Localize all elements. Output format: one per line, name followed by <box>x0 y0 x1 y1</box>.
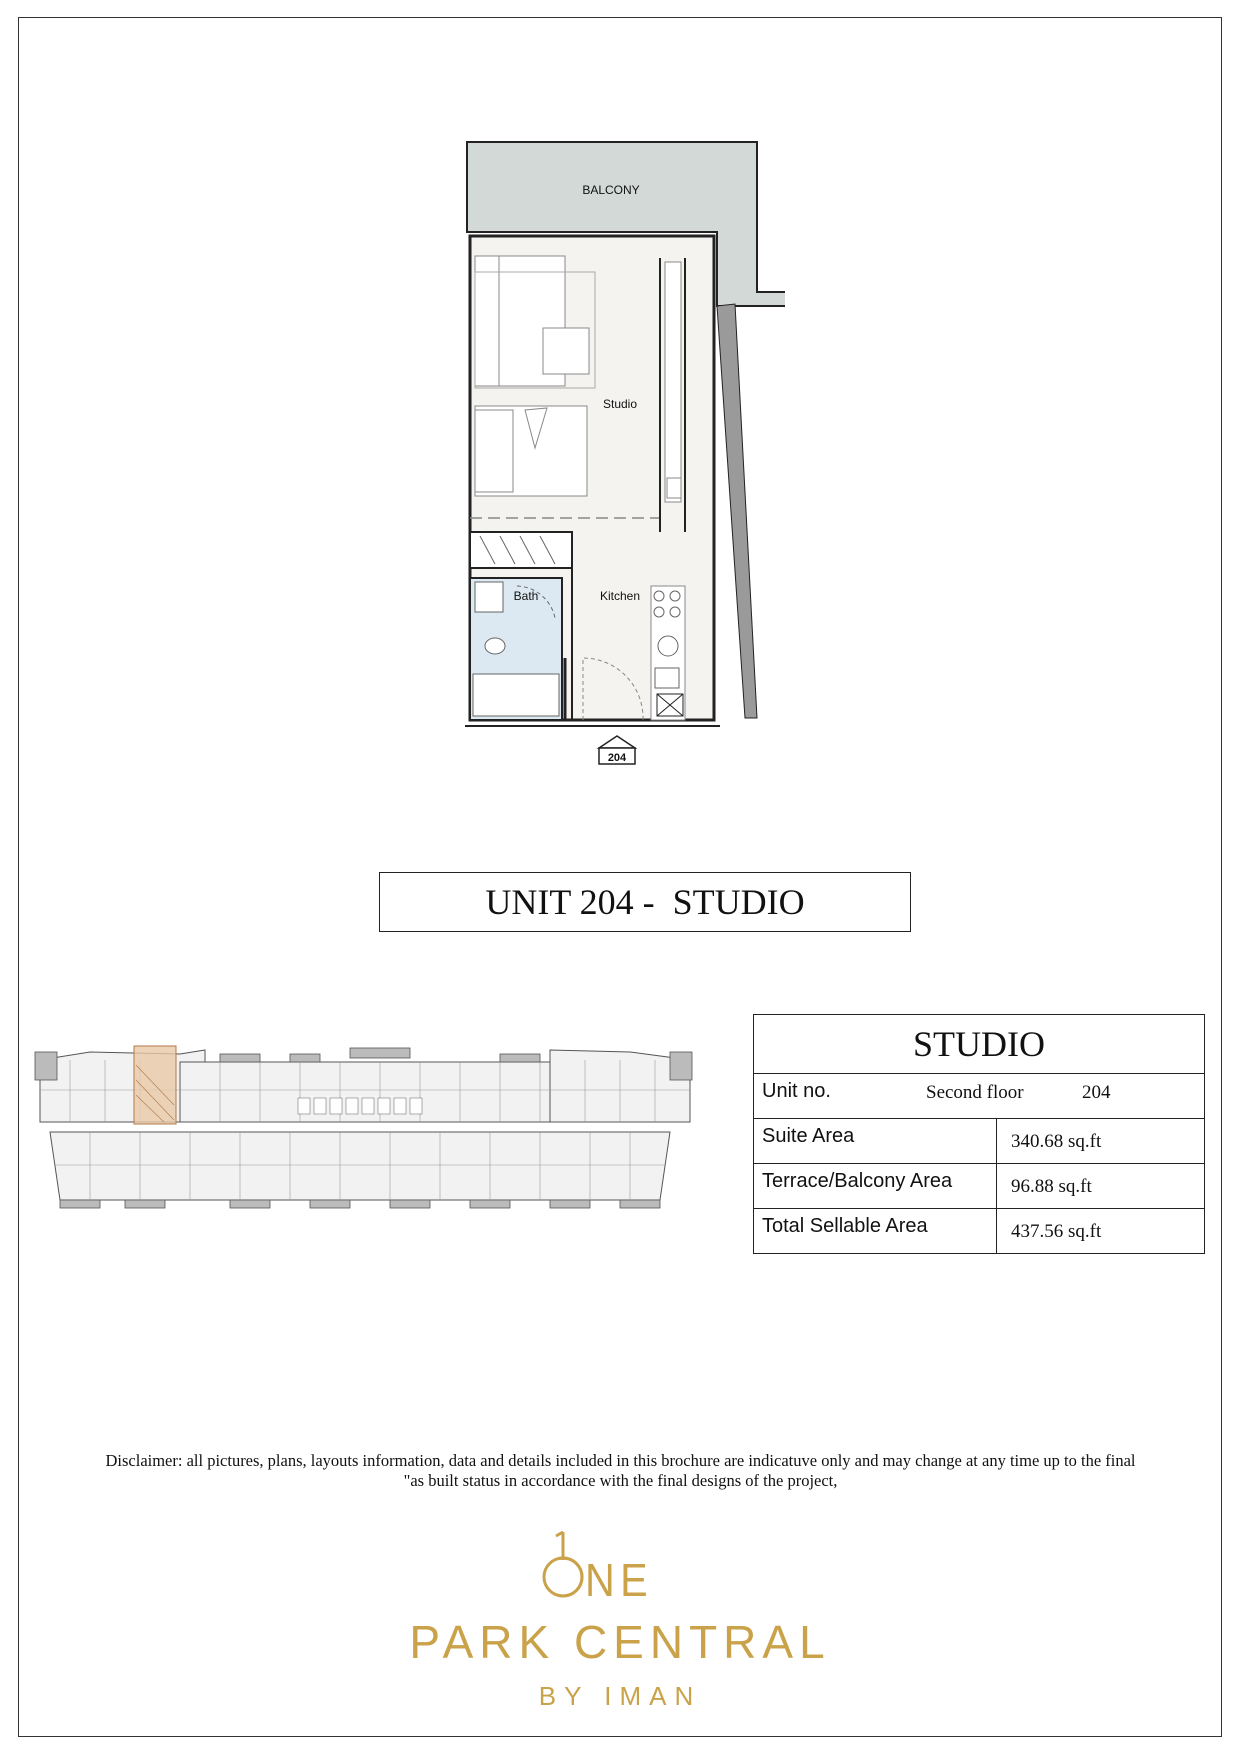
table-row <box>754 1119 1204 1164</box>
disclaimer <box>60 1451 1181 1491</box>
balcony-label: BALCONY <box>582 183 640 197</box>
brand-line-2: PARK CENTRAL <box>409 1616 831 1668</box>
suite-area-label: Suite Area <box>754 1119 997 1163</box>
table-row <box>754 1209 1204 1253</box>
balcony-area-label: Terrace/Balcony Area <box>754 1164 997 1208</box>
bath-label: Bath <box>513 589 539 603</box>
suite-area-value: 340.68 sq.ft <box>1011 1131 1102 1152</box>
disclaimer-line-1: Disclaimer: all pictures, plans, layouts information, data and details included in this brochure are indicatuve only and may change at any time up to the final <box>105 1451 1136 1470</box>
unit-no-label: Unit no. <box>762 1080 831 1102</box>
building-key-plan <box>30 1040 720 1220</box>
unit-title: UNIT 204 - STUDIO <box>379 872 911 932</box>
kitchen-label: Kitchen <box>599 589 641 603</box>
unit-floor-plan <box>455 138 785 773</box>
disclaimer-line-2: "as built status in accordance with the final designs of the project, <box>403 1471 838 1490</box>
total-area-value: 437.56 sq.ft <box>1011 1221 1102 1242</box>
table-row <box>754 1164 1204 1209</box>
brand-logo <box>370 1530 870 1710</box>
floor-value: Second floor <box>926 1082 1024 1103</box>
brand-line-1: NE <box>585 1554 653 1606</box>
unit-info-table <box>753 1014 1205 1254</box>
unit-number-value: 204 <box>1082 1082 1111 1103</box>
total-area-label: Total Sellable Area <box>754 1209 997 1253</box>
balcony-area-value: 96.88 sq.ft <box>1011 1176 1092 1197</box>
info-heading: STUDIO <box>754 1015 1204 1074</box>
brand-line-3: BY IMAN <box>538 1681 702 1710</box>
studio-label: Studio <box>602 397 638 411</box>
unit-tag-label: 204 <box>607 752 627 764</box>
unit-number-row <box>754 1074 1204 1119</box>
